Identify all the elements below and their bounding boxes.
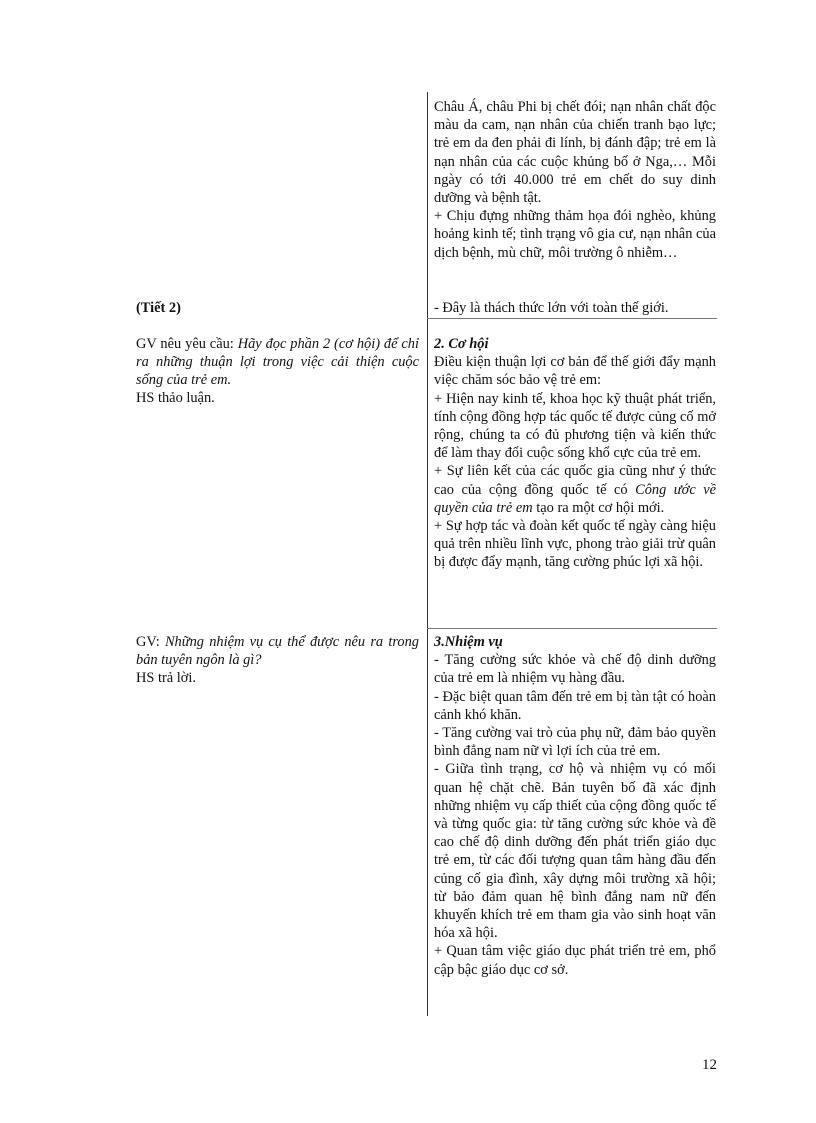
paragraph: + Chịu đựng những thảm họa đói nghèo, khủng hoảng kinh tế; tình trạng vô gia cư, nạn nhân của dịch bệnh, mù chữ, môi trường ô nhiễm… — [434, 208, 716, 261]
paragraph: - Tăng cường sức khỏe và chế độ dinh dưỡng của trẻ em là nhiệm vụ hàng đầu. — [434, 652, 716, 687]
section-situation-cont — [434, 98, 716, 262]
teacher-lead: GV nêu yêu cầu: — [136, 336, 238, 352]
teacher-question-2 — [136, 633, 419, 687]
column-divider — [427, 92, 428, 1016]
paragraph: + Sự liên kết của các quốc gia cũng như ý thức cao của cộng đồng quốc tế có Công ước về quyền của trẻ em tạo ra một cơ hội mới. — [434, 463, 716, 516]
paragraph: - Tăng cường vai trò của phụ nữ, đảm bảo quyền bình đẳng nam nữ vì lợi ích của trẻ em. — [434, 725, 716, 760]
question-text: Những nhiệm vụ cụ thể được nêu ra trong bản tuyên ngôn là gì? — [136, 634, 419, 668]
question-text: Hãy đọc phần 2 (cơ hội) để chỉ ra những thuận lợi trong việc cải thiện cuộc sống của trẻ em. — [136, 336, 419, 388]
section-heading: 3.Nhiệm vụ — [434, 634, 503, 650]
convention-title: Công ước về quyền của trẻ em — [434, 481, 716, 516]
paragraph: + Sự hợp tác và đoàn kết quốc tế ngày càng hiệu quả trên nhiều lĩnh vực, phong trào giải trừ quân bị được đẩy mạnh, tăng cường phúc lợi xã hội. — [434, 518, 716, 571]
section-heading: 2. Cơ hội — [434, 336, 489, 352]
teacher-question-1 — [136, 335, 419, 407]
paragraph: - Đặc biệt quan tâm đến trẻ em bị tàn tật có hoàn cảnh khó khăn. — [434, 688, 716, 723]
teacher-lead: GV: — [136, 634, 165, 650]
student-activity: HS trả lời. — [136, 670, 196, 686]
page-number: 12 — [702, 1057, 717, 1073]
paragraph: + Hiện nay kinh tế, khoa học kỹ thuật phát triển, tính cộng đồng hợp tác quốc tế được củng cố mở rộng, chúng ta có đủ phương tiện và kiến thức để làm thay đổi cuộc sống khổ cực của trẻ em. — [434, 390, 716, 462]
paragraph: + Quan tâm việc giáo dục phát triển trẻ em, phổ cập bậc giáo dục cơ sở. — [434, 943, 716, 978]
paragraph-challenge: - Đây là thách thức lớn với toàn thế giới. — [434, 300, 669, 316]
row-separator-1 — [427, 318, 717, 319]
row-separator-2 — [427, 628, 717, 629]
student-activity: HS thảo luận. — [136, 390, 215, 406]
period-label: (Tiết 2) — [136, 300, 181, 316]
section-tasks — [434, 633, 716, 979]
paragraph: Châu Á, châu Phi bị chết đói; nạn nhân chất độc màu da cam, nạn nhân của chiến tranh bạo lực; trẻ em da đen phải đi lính, bị đánh đập; trẻ em là nạn nhân của các cuộc khủng bố ở Nga,… Mỗi ngày có tới 40.000 trẻ em chết do suy dinh dưỡng và bệnh tật. — [434, 99, 716, 207]
section-opportunity — [434, 335, 716, 572]
paragraph: - Giữa tình trạng, cơ hộ và nhiệm vụ có mối quan hệ chặt chẽ. Bản tuyên bố đã xác định những nhiệm vụ cấp thiết của cộng đồng quốc tế và từng quốc gia: từ tăng cường sức khỏe và đề cao chế độ dinh dưỡng đến phát triển giáo dục trẻ em, từ các đối tượng quan tâm hàng đầu đến củng cố gia đình, xây dựng môi trường xã hội; từ bảo đảm quan hệ bình đẳng nam nữ đến khuyến khích trẻ em tham gia vào sinh hoạt văn hóa xã hội. — [434, 761, 716, 942]
paragraph: Điều kiện thuận lợi cơ bản để thế giới đẩy mạnh việc chăm sóc bảo vệ trẻ em: — [434, 354, 716, 389]
